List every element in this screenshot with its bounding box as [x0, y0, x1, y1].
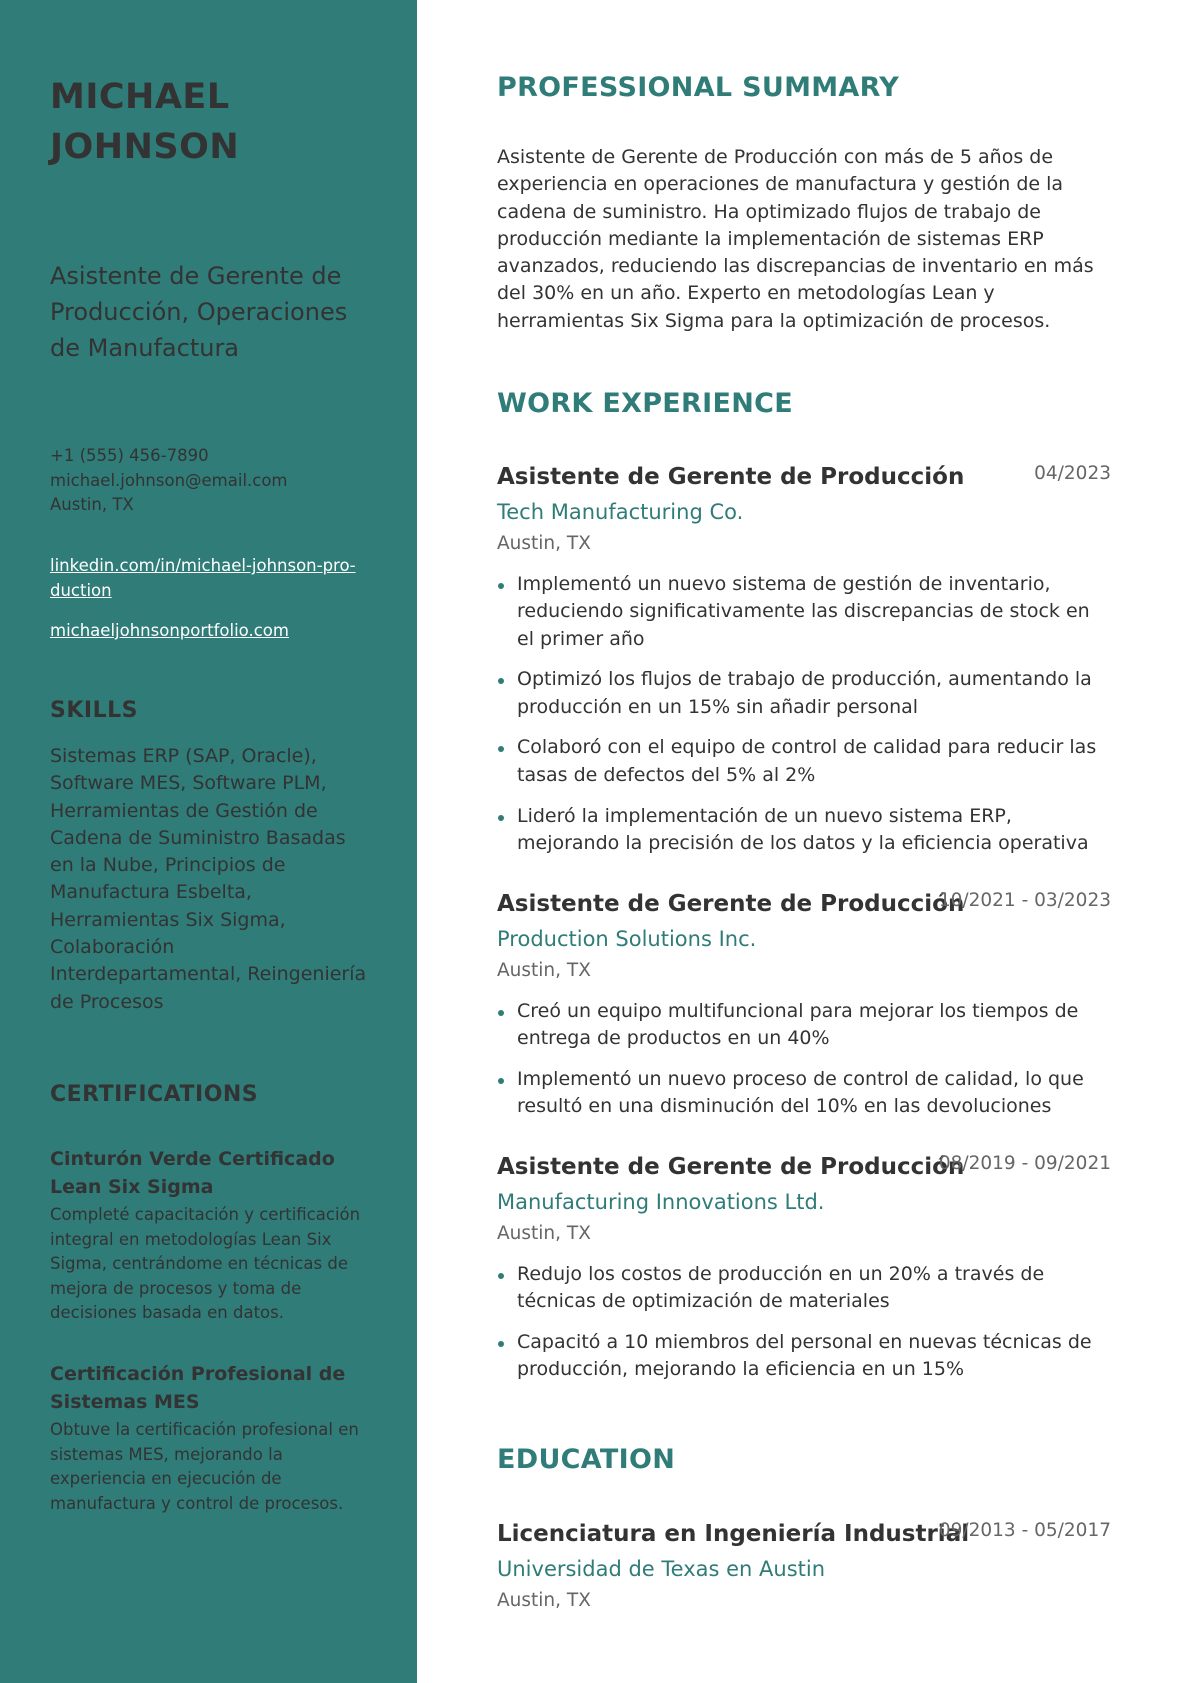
job-company: Production Solutions Inc.	[497, 927, 757, 951]
contact-block	[50, 444, 380, 518]
candidate-name: MICHAEL JOHNSON	[50, 77, 240, 167]
education-entry	[497, 1517, 1111, 1616]
job-bullet	[497, 734, 1111, 789]
job-bullets	[497, 1261, 1111, 1384]
education-degree: Licenciatura en Ingeniería Industrial	[497, 1521, 970, 1547]
summary-heading: PROFESSIONAL SUMMARY	[497, 72, 900, 103]
certification-description: Obtuve la certificación profesional en sistemas MES, mejorando la experiencia en ejecución de manufactura y control de procesos.	[50, 1420, 359, 1513]
job-title: Asistente de Gerente de Producción	[497, 1154, 965, 1180]
work-experience-heading: WORK EXPERIENCE	[497, 388, 793, 419]
job-title: Asistente de Gerente de Producción	[497, 891, 965, 917]
job-bullet	[497, 998, 1111, 1053]
contact-location: Austin, TX	[50, 495, 134, 514]
certification-item	[50, 1361, 375, 1516]
job-bullet-text: Creó un equipo multifuncional para mejorar los tiempos de entrega de productos en un 40%	[517, 1000, 1079, 1050]
bullet-dot-icon	[498, 746, 504, 752]
certification-name: Cinturón Verde Certificado Lean Six Sigma	[50, 1148, 335, 1198]
bullet-dot-icon	[498, 1273, 504, 1279]
job-bullets	[497, 998, 1111, 1121]
job-location: Austin, TX	[497, 1223, 591, 1244]
job-date: 08/2019 - 09/2021	[938, 1153, 1111, 1174]
linkedin-link[interactable]: linkedin.com/in/michael-johnson-production	[50, 556, 356, 600]
job-bullets	[497, 571, 1111, 857]
job-location: Austin, TX	[497, 960, 591, 981]
job-company: Manufacturing Innovations Ltd.	[497, 1190, 825, 1214]
summary-text: Asistente de Gerente de Producción con más de 5 años de experiencia en operaciones de manufactura y gestión de la cadena de suministro. Ha optimizado flujos de trabajo de producción mediante la implementación de sistemas ERP avanzados, reduciendo las discrepancias de inventario en más del 30% en un año. Experto en metodologías Lean y herramientas Six Sigma para la optimización de procesos.	[497, 146, 1094, 332]
job-title: Asistente de Gerente de Producción	[497, 464, 965, 490]
job-bullet	[497, 803, 1111, 858]
contact-phone: +1 (555) 456-7890	[50, 446, 209, 465]
certifications-heading: CERTIFICATIONS	[50, 1082, 259, 1107]
job-location: Austin, TX	[497, 533, 591, 554]
bullet-dot-icon	[498, 1078, 504, 1084]
job-company: Tech Manufacturing Co.	[497, 500, 744, 524]
job-bullet-text: Colaboró con el equipo de control de calidad para reducir las tasas de defectos del 5% al 2%	[517, 736, 1097, 786]
education-heading: EDUCATION	[497, 1444, 676, 1475]
certification-name: Certificación Profesional de Sistemas MES	[50, 1363, 346, 1413]
job-entry	[497, 1150, 1111, 1397]
bullet-dot-icon	[498, 815, 504, 821]
education-school: Universidad de Texas en Austin	[497, 1557, 826, 1581]
job-entry	[497, 887, 1111, 1134]
job-bullet-text: Implementó un nuevo sistema de gestión de inventario, reduciendo significativamente las discrepancias de stock en el primer año	[517, 573, 1090, 650]
job-bullet-text: Redujo los costos de producción en un 20% a través de técnicas de optimización de materiales	[517, 1263, 1045, 1313]
certification-item	[50, 1146, 375, 1326]
job-date: 10/2021 - 03/2023	[938, 890, 1111, 911]
job-bullet-text: Optimizó los flujos de trabajo de producción, aumentando la producción en un 15% sin añadir personal	[517, 668, 1092, 718]
job-bullet-text: Capacitó a 10 miembros del personal en nuevas técnicas de producción, mejorando la eficiencia en un 15%	[517, 1331, 1092, 1381]
job-date: 04/2023	[1034, 463, 1111, 484]
education-location: Austin, TX	[497, 1590, 591, 1611]
candidate-title: Asistente de Gerente de Producción, Operaciones de Manufactura	[50, 262, 348, 362]
job-entry	[497, 460, 1111, 871]
bullet-dot-icon	[498, 678, 504, 684]
job-bullet	[497, 666, 1111, 721]
job-bullet	[497, 571, 1111, 653]
skills-heading: SKILLS	[50, 698, 138, 723]
job-bullet-text: Implementó un nuevo proceso de control de calidad, lo que resultó en una disminución del 10% en las devoluciones	[517, 1068, 1084, 1118]
job-bullet	[497, 1261, 1111, 1316]
contact-email: michael.johnson@email.com	[50, 470, 288, 490]
job-bullet	[497, 1066, 1111, 1121]
education-date: 09/2013 - 05/2017	[938, 1520, 1111, 1541]
bullet-dot-icon	[498, 583, 504, 589]
job-bullet-text: Lideró la implementación de un nuevo sistema ERP, mejorando la precisión de los datos y la eficiencia operativa	[517, 804, 1089, 854]
bullet-dot-icon	[498, 1341, 504, 1347]
job-bullet	[497, 1329, 1111, 1384]
bullet-dot-icon	[498, 1010, 504, 1016]
certification-description: Completé capacitación y certificación integral en metodologías Lean Six Sigma, centrándome en técnicas de mejora de procesos y toma de decisiones basada en datos.	[50, 1205, 361, 1323]
skills-list: Sistemas ERP (SAP, Oracle), Software MES, Software PLM, Herramientas de Gestión de Cadena de Suministro Basadas en la Nube, Principios de Manufactura Esbelta, Herramientas Six Sigma, Colaboración Interdepartamental, Reingeniería de Procesos	[50, 745, 367, 1013]
portfolio-link[interactable]: michaeljohnsonportfolio.com	[50, 621, 289, 640]
